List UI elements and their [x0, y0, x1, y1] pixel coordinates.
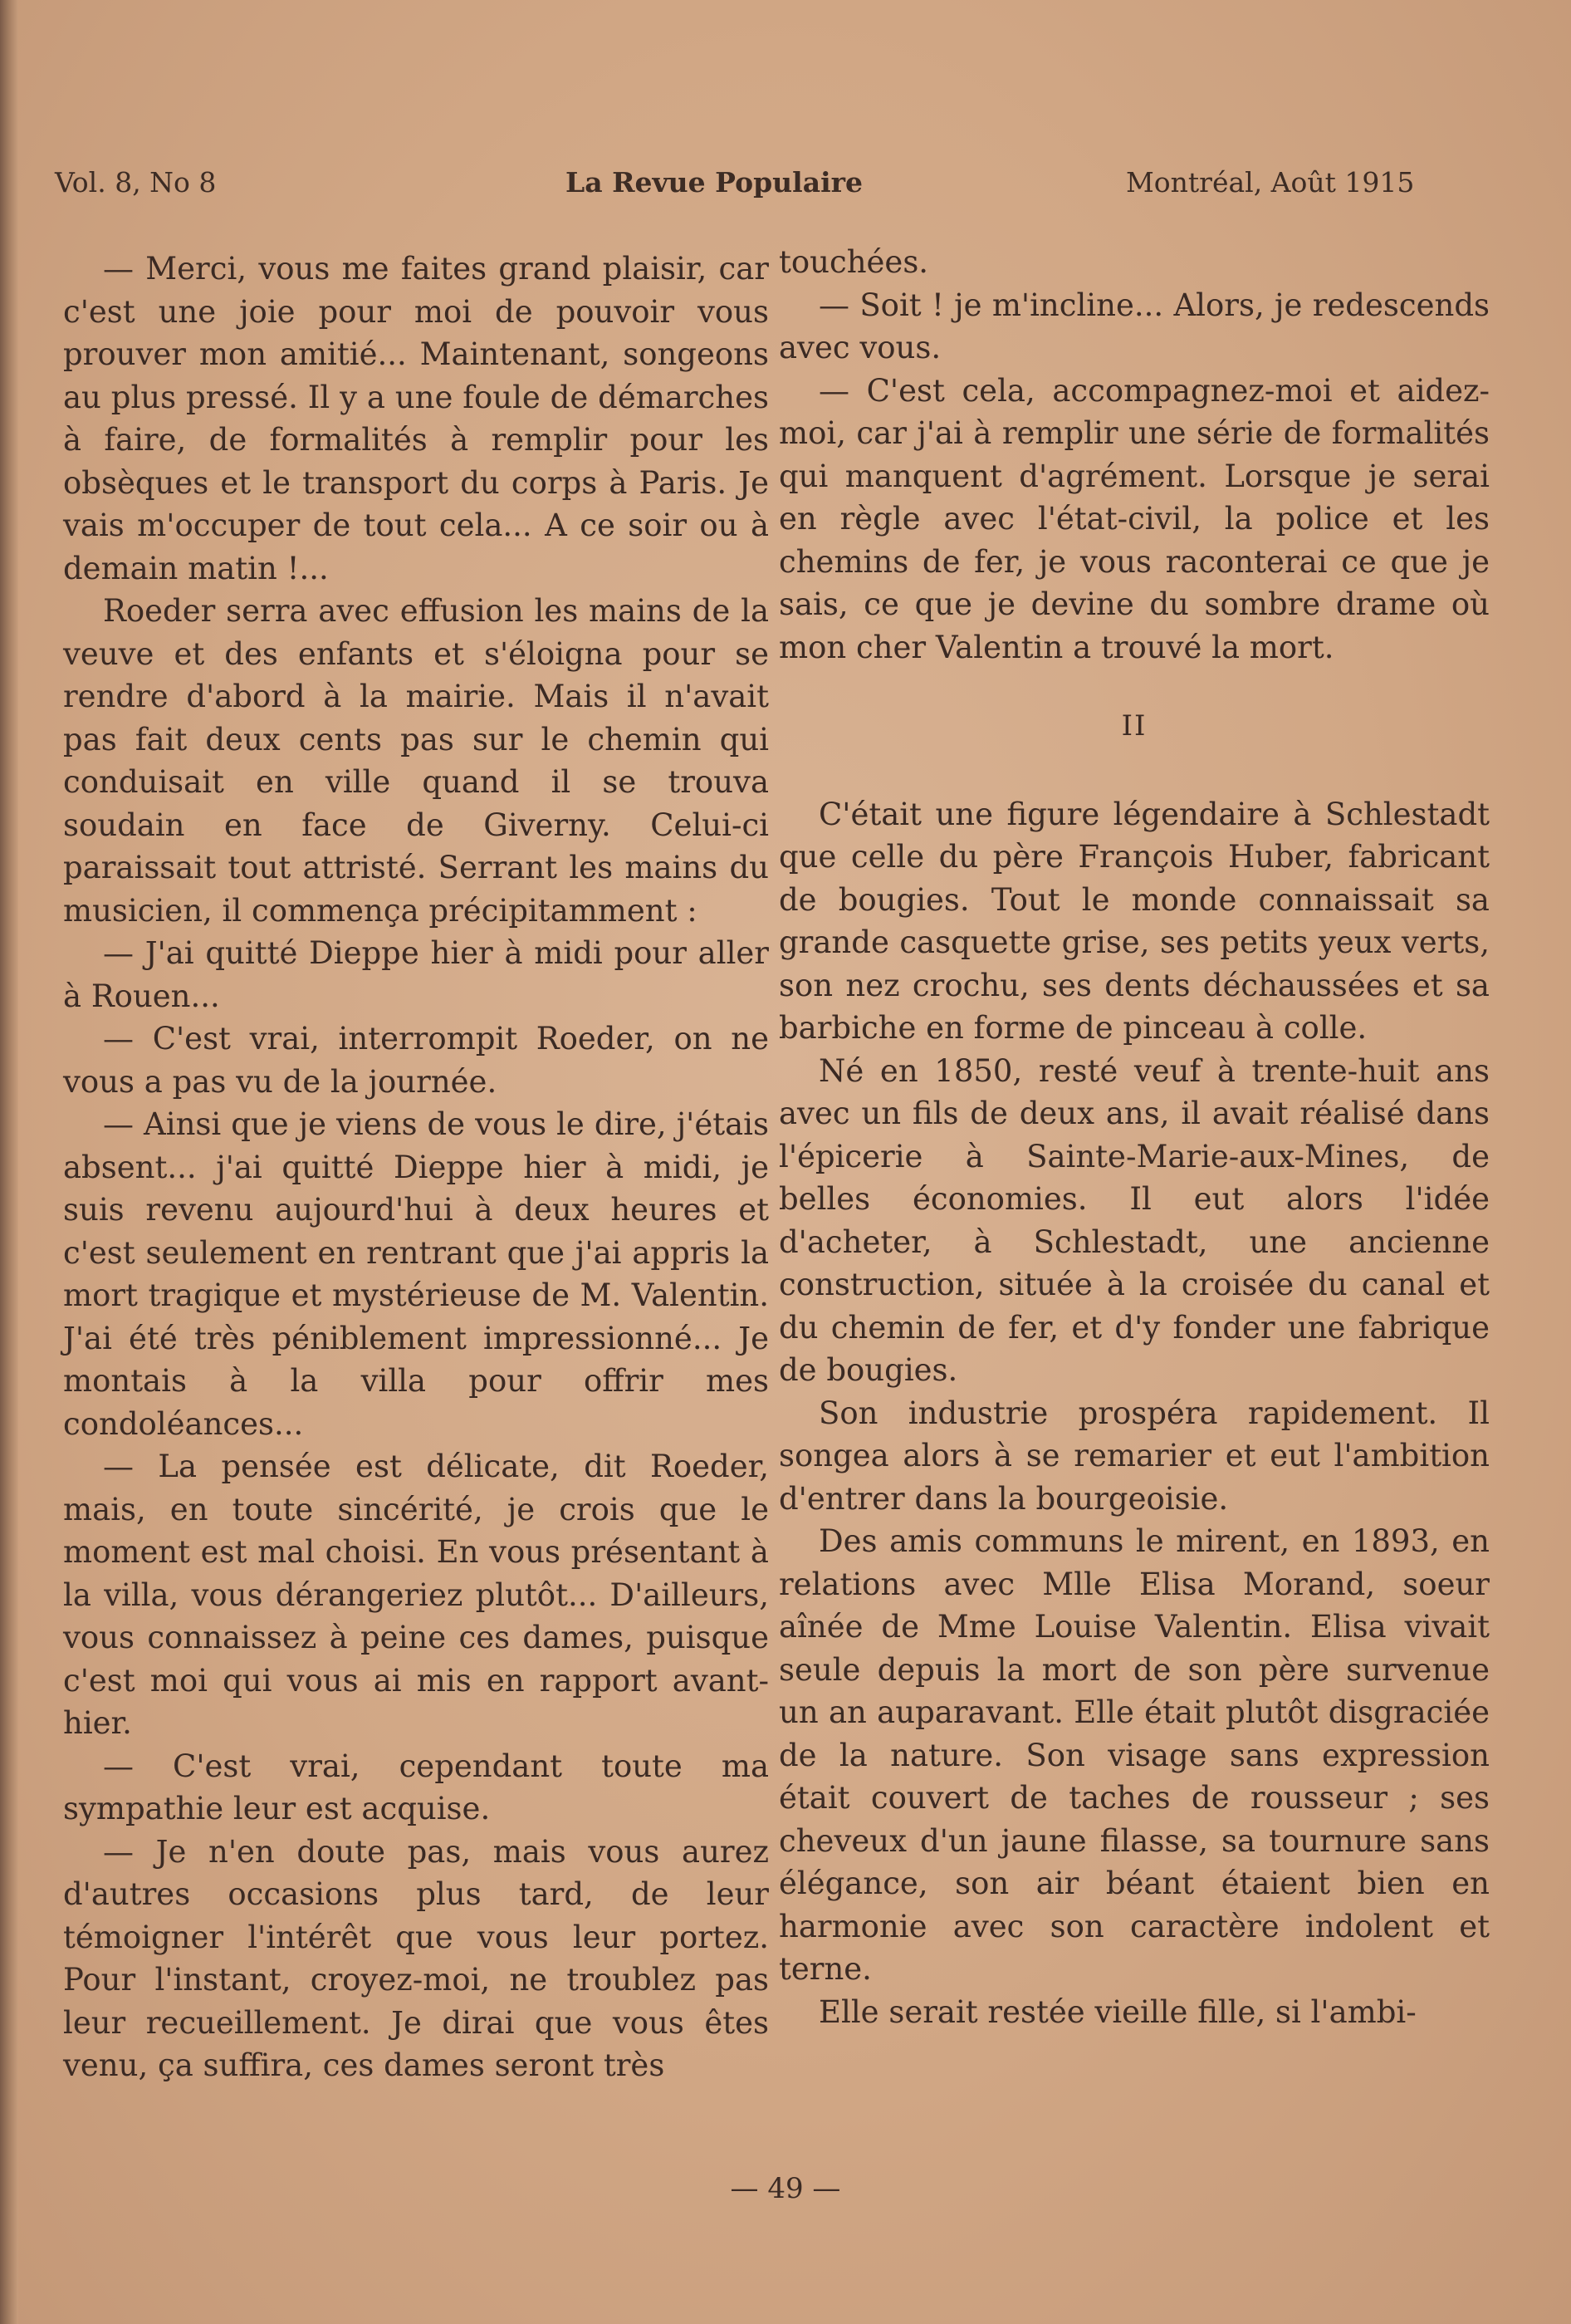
page-number: — 49 —	[730, 2172, 841, 2205]
page-spine-shadow	[0, 0, 18, 2324]
paragraph: Elle serait restée vieille fille, si l'ambi-	[819, 1993, 1417, 2030]
paragraph: — Ainsi que je viens de vous le dire, j'étais absent... j'ai quitté Dieppe hier à midi, je suis revenu aujourd'hui à deux heures et c'est seulement en rentrant que j'ai appris la mort tragique et mystérieuse de M. Valentin. J'ai été très péniblement impressionné... Je montais à la villa pour offrir mes condoléances...	[63, 1106, 769, 1442]
paragraph: — Merci, vous me faites grand plaisir, car c'est une joie pour moi de pouvoir vous prouver mon amitié... Maintenant, songeons au plus pressé. Il y a une foule de démarches à faire, de formalités à remplir pour les obsèques et le transport du corps à Paris. Je vais m'occuper de tout cela... A ce soir ou à demain matin !...	[63, 251, 769, 586]
paragraph: Roeder serra avec effusion les mains de la veuve et des enfants et s'éloigna pour se rendre d'abord à la mairie. Mais il n'avait pas fait deux cents pas sur le chemin qui conduisait en ville quand il se trouva soudain en face de Giverny. Celui-ci paraissait tout attristé. Serrant les mains du musicien, il commença précipitamment :	[63, 593, 769, 929]
paragraph-continuation: touchées.	[779, 244, 929, 280]
section-number: II	[1121, 709, 1148, 743]
paragraph: C'était une figure légendaire à Schlestadt que celle du père François Huber, fabricant de bougies. Tout le monde connaissait sa grande casquette grise, ses petits yeux verts, son nez crochu, ses dents déchaussées et sa barbiche en forme de pinceau à colle.	[779, 796, 1490, 1046]
paragraph: Son industrie prospéra rapidement. Il songea alors à se remarier et eut l'ambition d'entrer dans la bourgeoisie.	[779, 1395, 1490, 1517]
publication-title: La Revue Populaire	[565, 166, 863, 199]
paragraph: — Je n'en doute pas, mais vous aurez d'autres occasions plus tard, de leur témoigner l'intérêt que vous leur portez. Pour l'instant, croyez-moi, ne troublez pas leur recueillement. Je dirai que vous êtes venu, ça suffira, ces dames seront très	[63, 1833, 769, 2083]
paragraph: Né en 1850, resté veuf à trente-huit ans avec un fils de deux ans, il avait réalisé dans l'épicerie à Sainte-Marie-aux-Mines, de belles économies. Il eut alors l'idée d'acheter, à Schlestadt, une ancienne construction, située à la croisée du canal et du chemin de fer, et d'y fonder une fabrique de bougies.	[779, 1052, 1490, 1388]
paragraph: — La pensée est délicate, dit Roeder, mais, en toute sincérité, je crois que le moment est mal choisi. En vous présentant à la villa, vous dérangeriez plutôt... D'ailleurs, vous connaissez à peine ces dames, puisque c'est moi qui vous ai mis en rapport avant-hier.	[63, 1449, 769, 1741]
volume-number: Vol. 8, No 8	[55, 166, 217, 199]
paragraph: — C'est cela, accompagnez-moi et aidez-moi, car j'ai à remplir une série de formalités qui manquent d'agrément. Lorsque je serai en règle avec l'état-civil, la police et les chemins de fer, je vous raconterai ce que je sais, ce que je devine du sombre drame où mon cher Valentin a trouvé la mort.	[779, 372, 1490, 665]
publication-place-date: Montréal, Août 1915	[1126, 166, 1415, 199]
paragraph: — J'ai quitté Dieppe hier à midi pour aller à Rouen...	[63, 935, 769, 1014]
left-column	[63, 248, 769, 2087]
running-header	[55, 166, 1450, 216]
paragraph: — C'est vrai, cependant toute ma sympathie leur est acquise.	[63, 1748, 769, 1826]
paragraph: — Soit ! je m'incline... Alors, je redescends avec vous.	[779, 287, 1490, 365]
paragraph: — C'est vrai, interrompit Roeder, on ne vous a pas vu de la journée.	[63, 1021, 769, 1100]
right-column	[779, 241, 1490, 2033]
paragraph: Des amis communs le mirent, en 1893, en relations avec Mlle Elisa Morand, soeur aînée de Mme Louise Valentin. Elisa vivait seule depuis la mort de son père survenue un an auparavant. Elle était plutôt disgraciée de la nature. Son visage sans expression était couvert de taches de rousseur ; ses cheveux d'un jaune filasse, sa tournure sans élégance, son air béant étaient bien en harmonie avec son caractère indolent et terne.	[779, 1523, 1490, 1987]
